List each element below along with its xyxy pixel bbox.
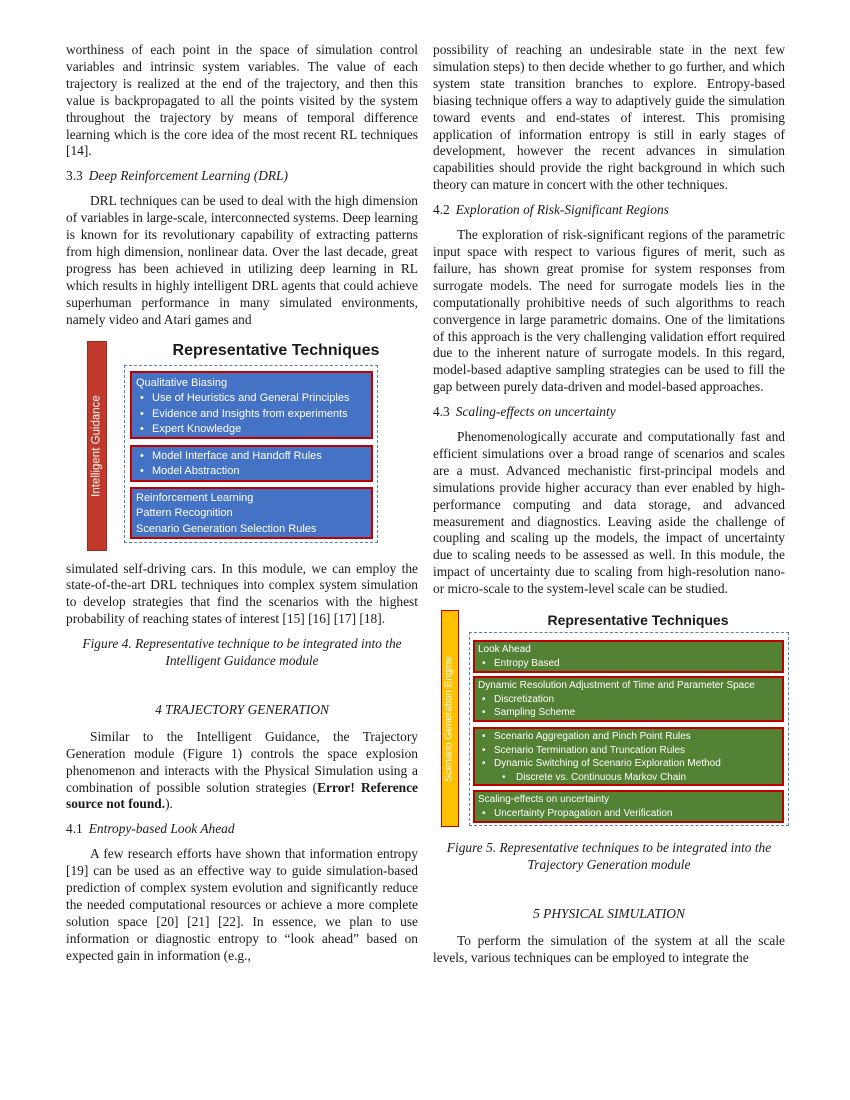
box-line: Scenario Generation Selection Rules	[136, 522, 317, 535]
box-qualitative-biasing	[130, 371, 373, 439]
list-item: • Scenario Termination and Truncation Rules	[478, 744, 779, 758]
box-line: Reinforcement Learning	[136, 491, 254, 504]
left-column	[66, 42, 418, 965]
paragraph-entropy: A few research efforts have shown that information entropy [19] can be used as an effective way to guide simulation-based prediction of complex system evolution and significantly reduce the needed computational resources or achieve a more complete solution space [20] [21] [22]. In essence, we plan to use information or diagnostic entropy to “look ahead” based on expected gain in information (e.g.,	[66, 846, 418, 963]
paragraph-drl-continued: simulated self-driving cars. In this module, we can employ the state-of-the-art DRL techniques into complex system simulation to develop strategies that find the scenarios with the highest probability of reaching states of interest [15] [16] [17] [18].	[66, 560, 418, 627]
list-item: • Dynamic Switching of Scenario Exploration Method	[478, 757, 779, 771]
caption-line: Intelligent Guidance module	[165, 653, 319, 669]
sidebar-label: Scenario Generation Engine	[443, 655, 455, 782]
paragraph-physical-simulation: To perform the simulation of the system at all the scale levels, various techniques can be employed to integrate the	[433, 932, 785, 965]
error-reference: Error! Reference source not found.	[66, 779, 418, 812]
list-item: • Sampling Scheme	[478, 706, 779, 720]
heading-number: 4.1	[66, 821, 83, 837]
section-4-title: 4 TRAJECTORY GENERATION	[155, 701, 329, 717]
box-scenario-rules	[473, 727, 784, 786]
list-item: • Expert Knowledge	[136, 422, 367, 438]
heading-title: Exploration of Risk-Significant Regions	[455, 202, 669, 218]
sidebar-label: Intelligent Guidance	[90, 394, 103, 497]
list-item: • Evidence and Insights from experiments	[136, 407, 367, 423]
box-reinforcement-learning	[130, 487, 373, 539]
box-line: Pattern Recognition	[136, 507, 233, 519]
paragraph-trajectory	[66, 729, 418, 814]
list-item: • Entropy Based	[478, 657, 779, 671]
heading-4-2	[433, 202, 785, 219]
caption-line: Figure 4. Representative technique to be integrated into the	[82, 636, 402, 652]
list-item: • Model Abstraction	[136, 464, 367, 480]
paragraph-scaling: Phenomenologically accurate and computationally fast and efficient simulations over a broad range of scenarios and scales are a must. Advanced mechanistic first-principal models and simulations provide higher accuracy than ever enabled by high-performance computing and data storage, and advanced measurement and diagnostics. Leaving aside the challenge of coupling and scaling up the models, the impact of uncertainty due to scaling needs to be assessed as well. In this module, the impact of uncertainty due to scaling from high-resolution nano- or micro-scale to the system-level scale can be studied.	[433, 429, 785, 597]
box-model-interface	[130, 445, 373, 482]
box-heading: Dynamic Resolution Adjustment of Time and Parameter Space	[478, 680, 755, 692]
heading-title: Entropy-based Look Ahead	[88, 821, 235, 837]
paragraph-drl: DRL techniques can be used to deal with the high dimension of variables in large-scale, interconnected systems. Deep learning is known for its revolutionary capability of extracting patterns from high dimension, nonlinear data. Over the last decade, great progress has been achieved in utilizing deep learning in RL which results in highly intelligent DRL agents that could achieve superhuman performance in many simulated environments, namely video and Atari games and	[66, 193, 418, 327]
heading-3-3	[66, 168, 418, 185]
figure-4	[66, 339, 418, 561]
figure-5	[433, 610, 785, 832]
paragraph-risk-regions: The exploration of risk-significant regions of the parametric input space with respect to various figures of merit, such as failure, has shown great promise for system responses from surrogate models. The need for surrogate models lies in the computationally prohibitive needs of such algorithms to reach convergence in large parametric domains. One of the limitations of this approach is the very challenging validation effort required due to the inherent nature of surrogate models. In this regard, model-based adaptive sampling strategies can be used to fill the gap between purely data-driven and model-based approaches.	[433, 227, 785, 395]
caption-line: Figure 5. Representative techniques to be integrated into the	[446, 840, 772, 856]
box-heading: Qualitative Biasing	[136, 376, 228, 389]
list-item: • Discretization	[478, 693, 779, 707]
list-item: • Uncertainty Propagation and Verification	[478, 807, 779, 821]
box-list	[136, 449, 367, 480]
list-item: • Use of Heuristics and General Principles	[136, 391, 367, 407]
paragraph-rl-intro: worthiness of each point in the space of simulation control variables and intrinsic system variables. The value of each trajectory is realized at the end of the trajectory, and then this value is backpropagated to all the points visited by the system throughout the trajectory by means of temporal difference learning which is the core idea of the most recent RL techniques [14].	[66, 42, 418, 159]
box-heading: Look Ahead	[478, 644, 531, 656]
figure-4-title: Representative Techniques	[172, 341, 380, 359]
figure-5-caption	[433, 840, 785, 874]
box-scaling-effects	[473, 790, 784, 823]
sidebar-intelligent-guidance	[87, 341, 107, 551]
section-5-title: 5 PHYSICAL SIMULATION	[533, 905, 685, 921]
box-list	[478, 657, 779, 671]
box-list	[478, 693, 779, 720]
heading-title: Deep Reinforcement Learning (DRL)	[88, 168, 288, 184]
heading-number: 4.2	[433, 202, 450, 218]
sidebar-scenario-generation-engine	[441, 610, 459, 827]
box-list	[478, 807, 779, 821]
heading-title: Scaling-effects on uncertainty	[455, 404, 616, 420]
box-heading: Scaling-effects on uncertainty	[478, 794, 610, 806]
list-item: • Scenario Aggregation and Pinch Point Rules	[478, 730, 779, 744]
caption-line: Trajectory Generation module	[527, 857, 691, 872]
box-dynamic-resolution	[473, 676, 784, 722]
right-column	[433, 42, 785, 967]
paragraph-entropy-continued: possibility of reaching an undesirable state in the next few simulation steps) to then decide whether to go further, and which system state transition branches to explore. Entropy-based biasing technique offers a way to adaptively guide the simulation toward events and end-states of interest. This promising application of information entropy is still in early stages of development, however the recent advances in simulation capabilities should provide the right background in which such theory can mature in concert with the other techniques.	[433, 42, 785, 193]
heading-4-3	[433, 404, 785, 421]
heading-number: 3.3	[66, 168, 83, 184]
text-span: ).	[165, 796, 173, 812]
heading-4-1	[66, 821, 418, 838]
heading-number: 4.3	[433, 404, 450, 420]
list-item: • Model Interface and Handoff Rules	[136, 449, 367, 465]
box-list	[136, 391, 367, 438]
text-span: Similar to the Intelligent Guidance, the Trajectory Generation module (Figure 1) controls the space explosion phenomenon and interacts with the Physical Simulation using a combination of possible solution strategies (	[66, 728, 418, 795]
list-subitem: • Discrete vs. Continuous Markov Chain	[478, 771, 779, 785]
figure-4-caption	[66, 636, 418, 670]
box-look-ahead	[473, 640, 784, 673]
box-list	[478, 730, 779, 784]
figure-5-title: Representative Techniques	[547, 612, 729, 629]
